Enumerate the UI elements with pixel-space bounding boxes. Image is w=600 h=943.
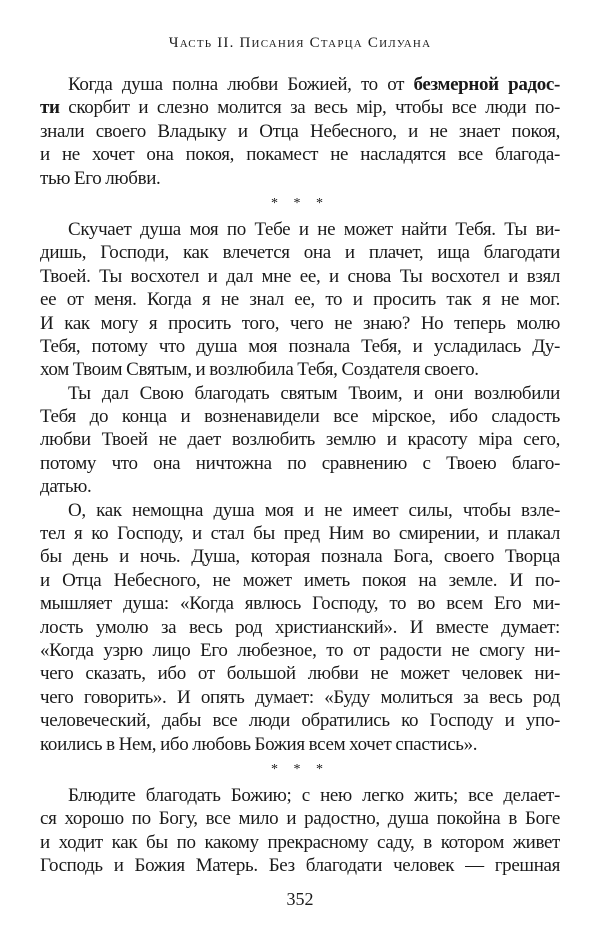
text-line (40, 312, 560, 335)
line-text: Ты дал Свою благодать святым Твоим, и они возлюбили (68, 382, 560, 404)
page-number: 352 (286, 889, 314, 909)
line-text: и Отца Небесного, не может иметь покоя на земле. И по- (40, 569, 560, 591)
text-line (40, 522, 560, 545)
line-text: скорбит и слезно молится за весь мір, чтобы все люди по- (59, 97, 560, 119)
text-line (40, 358, 560, 381)
text-line (40, 167, 560, 190)
text-line (40, 428, 560, 451)
text-line (40, 143, 560, 166)
line-text: мышляет душа: «Когда явлюсь Господу, то во всем Его ми- (40, 593, 560, 615)
text-line (40, 452, 560, 475)
line-text: чего сказать, ибо от большой любви не может человек ни- (40, 663, 560, 685)
text-line (40, 709, 560, 732)
text-line (40, 831, 560, 854)
line-text: человеческий, дабы все люди обратились ко Господу и упо- (40, 710, 560, 732)
line-text: хом Твоим Святым, и возлюбила Тебя, Создателя своего. (40, 359, 479, 381)
text-line (40, 639, 560, 662)
text-line (40, 382, 560, 405)
line-text: Когда душа полна любви Божией, то от (68, 74, 414, 95)
line-text: Тебя, потому что душа моя познала Тебя, и усладилась Ду- (40, 335, 560, 357)
text-line (40, 733, 560, 756)
section-separator: * * * (271, 195, 329, 211)
line-text: дишь, Господи, как влечется она и плачет, ища благодати (40, 242, 560, 264)
text-line (40, 405, 560, 428)
text-line (40, 499, 560, 522)
text-line (40, 335, 560, 358)
text-line (40, 96, 560, 119)
text-line (40, 288, 560, 311)
line-text: О, как немощна душа моя и не имеет силы, чтобы взле- (68, 499, 560, 521)
text-line (40, 854, 560, 877)
line-text: коились в Нем, ибо любовь Божия всем хочет спастись». (40, 733, 478, 755)
text-line (40, 784, 560, 807)
line-text: Скучает душа моя по Тебе и не может найти Тебя. Ты ви- (68, 218, 560, 240)
section-3 (40, 784, 560, 878)
line-text: Блюдите благодать Божию; с нею легко жить; все делает- (68, 784, 560, 806)
line-text: чего говорить». И опять думает: «Буду молиться за весь род (40, 686, 560, 708)
line-text: бы день и ночь. Душа, которая познала Бога, своего Творца (40, 546, 560, 568)
line-text: ся хорошо по Богу, все мило и радостно, душа покойна в Боге (40, 808, 560, 830)
bold-text: безмерной радос- (413, 74, 560, 95)
line-text: Твоей. Ты восхотел и дал мне ее, и снова Ты восхотел и взял (40, 265, 560, 287)
line-text: и ходит как бы по какому прекрасному саду, в котором живет (40, 831, 560, 853)
section-1 (40, 73, 560, 190)
bold-text: ти (40, 97, 60, 119)
line-text: Тебя до конца и возненавидели все мірское, ибо сладость (40, 406, 560, 428)
line-text: лость умолю за весь род христианский». И вместе думает: (40, 616, 560, 638)
page-body (40, 73, 560, 878)
line-text: и не хочет она покоя, покамест не насладятся все благода- (40, 144, 560, 166)
running-header: Часть II. Писания Старца Силуана (168, 35, 432, 51)
text-line (40, 569, 560, 592)
line-text: тел я ко Господу, и стал бы пред Ним во смирении, и плакал (40, 523, 560, 545)
text-line (40, 662, 560, 685)
text-line (40, 686, 560, 709)
line-text: И как могу я просить того, чего не знаю? Но теперь молю (40, 312, 560, 334)
text-line (40, 545, 560, 568)
line-text: «Когда узрю лицо Его любезное, то от радости не смогу ни- (40, 639, 560, 661)
line-text: тью Его любви. (40, 167, 161, 189)
section-2 (40, 218, 560, 756)
text-line (40, 265, 560, 288)
text-line (40, 807, 560, 830)
line-text: любви Твоей не дает возлюбить землю и красоту міра сего, (40, 429, 560, 451)
text-line (40, 218, 560, 241)
section-separator: * * * (271, 761, 329, 777)
line-text: датью. (40, 476, 92, 498)
text-line (40, 73, 560, 96)
text-line (40, 120, 560, 143)
text-line (40, 592, 560, 615)
text-line (40, 475, 560, 498)
line-text: Господь и Божия Матерь. Без благодати человек — грешная (40, 855, 560, 877)
line-text: знали своего Владыку и Отца Небесного, и не знает покоя, (40, 120, 560, 142)
text-line (40, 241, 560, 264)
text-line (40, 616, 560, 639)
line-text: потому что она ничтожна по сравнению с Твоею благо- (40, 452, 560, 474)
line-text: ее от меня. Когда я не знал ее, то и просить так я не мог. (40, 289, 560, 311)
